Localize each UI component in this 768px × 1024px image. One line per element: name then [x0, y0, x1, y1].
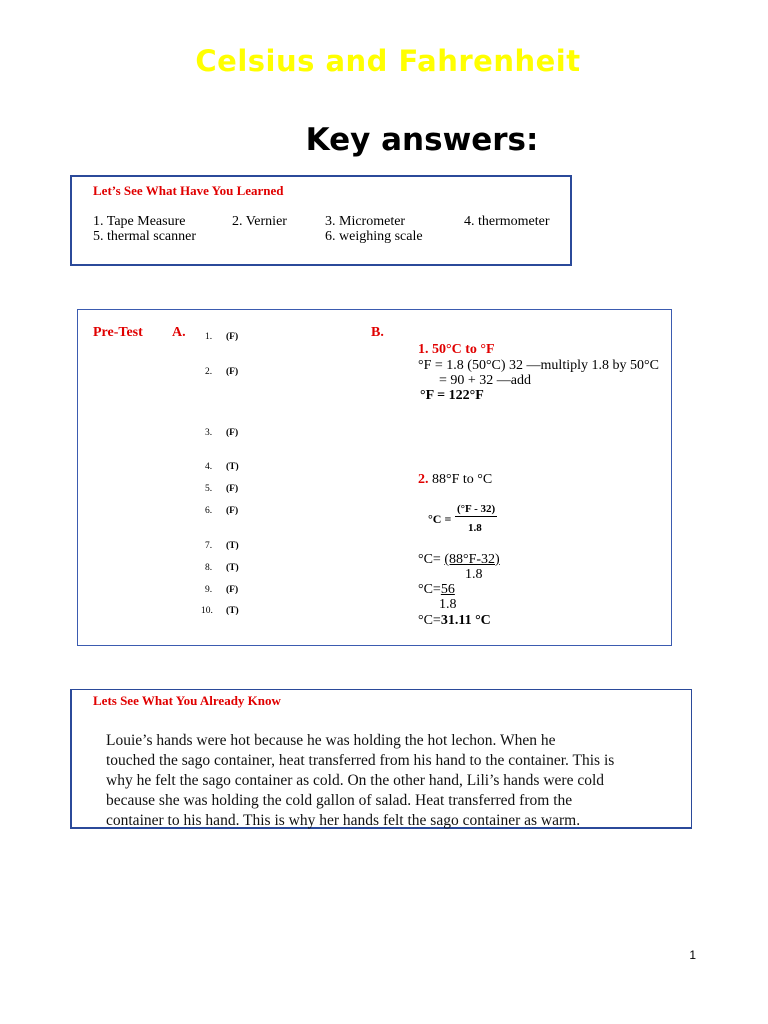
answer-value: (T)	[226, 563, 239, 573]
answer-number: 2.	[205, 367, 213, 377]
learned-item-3: 3. Micrometer	[325, 214, 406, 229]
problem1-heading: 1. 50°C to °F	[418, 342, 495, 357]
answer-number: 8.	[205, 563, 213, 573]
formula-numerator: (°F - 32)	[457, 503, 496, 515]
answer-value: (T)	[226, 462, 239, 472]
answer-value: (F)	[226, 506, 239, 516]
step2-numerator: 56	[440, 582, 455, 597]
answer-number: 1.	[205, 332, 213, 342]
page-number: 1	[689, 948, 696, 962]
document-title: Celsius and Fahrenheit	[195, 44, 581, 78]
problem2-heading: 88°F to °C	[432, 472, 493, 487]
key-answers-heading: Key answers:	[305, 122, 539, 158]
answer-value: (F)	[226, 367, 239, 377]
answer-value: (F)	[226, 428, 239, 438]
answer-value: (F)	[226, 484, 239, 494]
already-know-title: Lets See What You Already Know	[93, 693, 281, 708]
step2-prefix: °C=	[418, 582, 441, 597]
answer-number: 3.	[205, 428, 213, 438]
learned-item-1: 1. Tape Measure	[93, 214, 186, 229]
part-b-label: B.	[371, 325, 384, 340]
answer-number: 4.	[205, 462, 213, 472]
learned-section-title: Let’s See What Have You Learned	[93, 183, 284, 198]
pretest-label: Pre-Test	[93, 325, 143, 340]
step1-numerator: (88°F-32)	[444, 552, 500, 567]
answer-value: (T)	[226, 606, 239, 616]
answer-value: (F)	[226, 332, 239, 342]
problem1-line1: °F = 1.8 (50°C) 32 —multiply 1.8 by 50°C	[418, 358, 659, 373]
problem2-result: 31.11 °C	[440, 613, 491, 628]
step1-prefix: °C=	[418, 552, 445, 567]
formula-denominator: 1.8	[468, 522, 482, 534]
learned-item-6: 6. weighing scale	[325, 229, 423, 244]
problem1-result: °F = 122°F	[420, 388, 484, 403]
answer-value: (T)	[226, 541, 239, 551]
paragraph-line: Louie’s hands were hot because he was holding the hot lechon. When he	[106, 732, 556, 749]
paragraph-line: container to his hand. This is why her hands felt the sago container as warm.	[106, 812, 581, 829]
result-prefix: °C=	[418, 613, 441, 628]
formula-lhs: °C =	[428, 512, 452, 526]
learned-item-5: 5. thermal scanner	[93, 229, 197, 244]
answer-number: 7.	[205, 541, 213, 551]
paragraph-line: because she was holding the cold gallon of salad. Heat transferred from the	[106, 792, 573, 809]
answer-value: (F)	[226, 585, 239, 595]
answer-number: 10.	[201, 606, 213, 616]
part-a-label: A.	[172, 325, 186, 340]
step2-denominator: 1.8	[439, 597, 457, 612]
learned-item-4: 4. thermometer	[464, 214, 550, 229]
step1-denominator: 1.8	[465, 567, 483, 582]
problem1-line2: = 90 + 32 —add	[439, 373, 532, 388]
answer-number: 5.	[205, 484, 213, 494]
already-know-paragraph	[106, 731, 686, 831]
paragraph-line: touched the sago container, heat transferred from his hand to the container. This is	[106, 752, 615, 769]
answer-number: 9.	[205, 585, 213, 595]
answer-number: 6.	[205, 506, 213, 516]
learned-item-2: 2. Vernier	[232, 214, 287, 229]
problem2-number: 2.	[418, 472, 429, 487]
paragraph-line: why he felt the sago container as cold. On the other hand, Lili’s hands were cold	[106, 772, 605, 789]
